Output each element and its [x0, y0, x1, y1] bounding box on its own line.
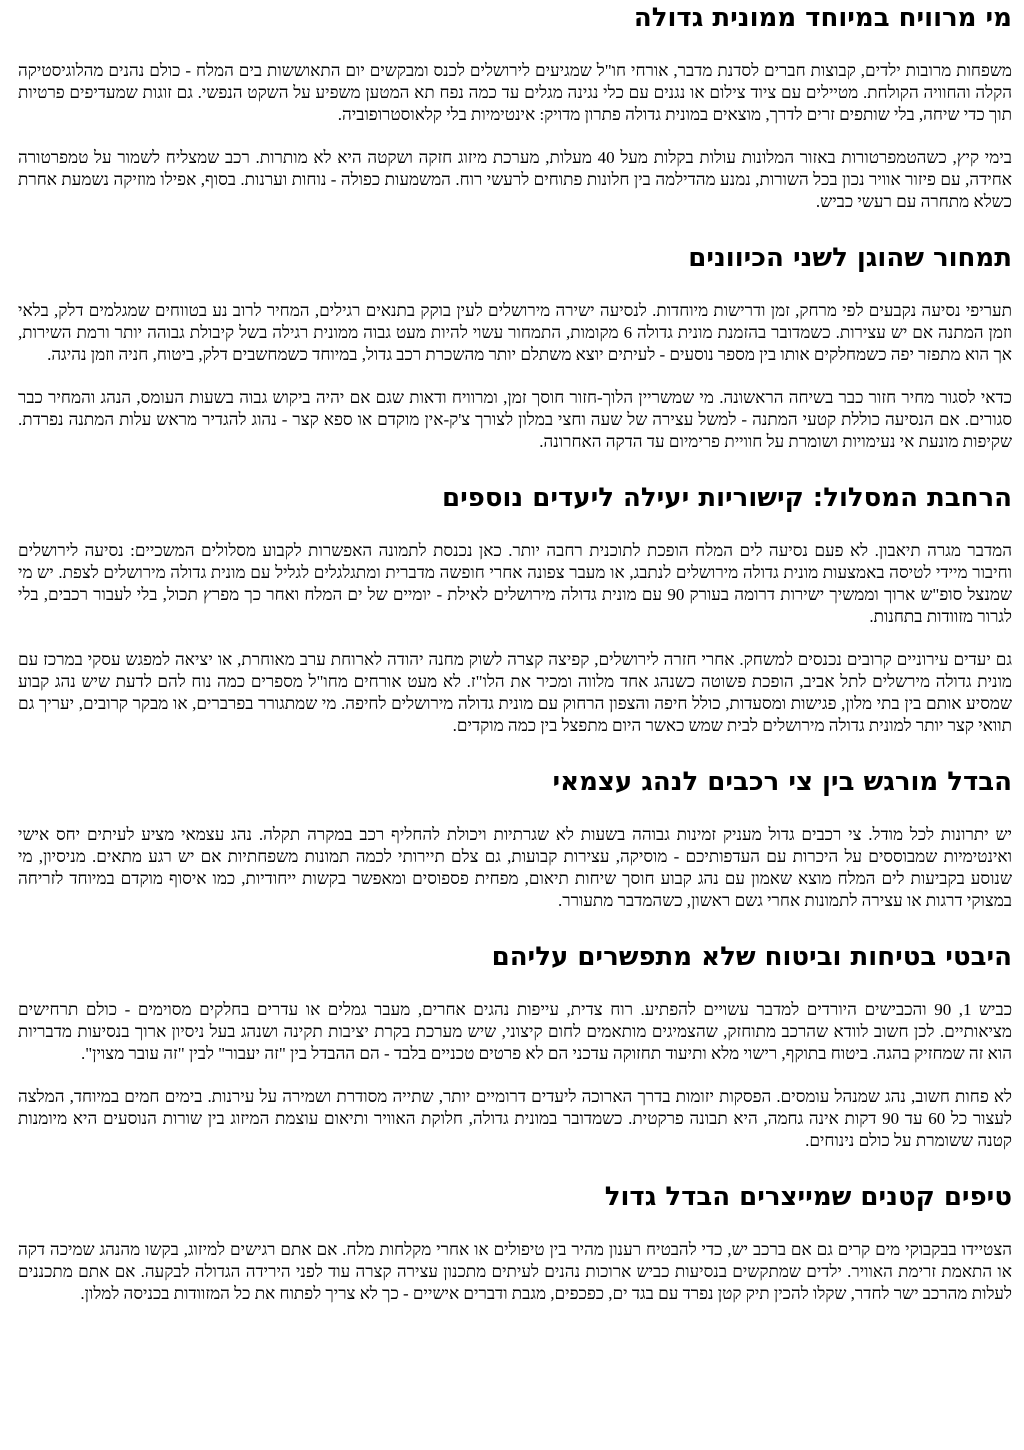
section-route-extension — [18, 482, 1012, 737]
section-large-taxi-beneficiaries — [18, 2, 1012, 213]
section-fleet-vs-independent — [18, 766, 1012, 912]
section-small-tips — [18, 1181, 1012, 1305]
paragraph: כדאי לסגור מחיר חזור כבר בשיחה הראשונה. מי שמשריין הלוך-חזור חוסך זמן, ומרוויח ודאות שגם אם יהיה ביקוש גבוה בשעות העומס, הנהג והמחיר כבר סגורים. אם הנסיעה כוללת קטעי המתנה - למשל עצירה של שעה וחצי במלון לצורך צ'ק-אין מוקדם או ספא קצר - נהוג להגדיר מראש עלות המתנה נפרדת. שקיפות מונעת אי נעימויות ושומרת על חוויית פרימיום עד הדקה האחרונה. — [18, 388, 1012, 451]
paragraph: בימי קיץ, כשהטמפרטורות באזור המלונות עולות בקלות מעל 40 מעלות, מערכת מיזוג חזקה ושקטה היא לא מותרות. רכב שמצליח לשמור על טמפרטורה אחידה, עם פיזור אוויר נכון בכל השורות, נמנע מהדילמה בין חלונות פתוחים לרעשי רוח. המשמעות כפולה - נוחות וערנות. בסוף, אפילו מוזיקה נשמעת אחרת כשלא מתחרה עם רעשי כביש. — [18, 148, 1012, 211]
paragraph: תעריפי נסיעה נקבעים לפי מרחק, זמן ודרישות מיוחדות. לנסיעה ישירה מירושלים לעין בוקק בתנאים רגילים, המחיר לרוב נע בטווחים שמגלמים דלק, בלאי וזמן המתנה אם יש עצירות. כשמדובר בהזמנת מונית גדולה 6 מקומות, התמחור עשוי להיות מעט גבוה ממונית רגילה בשל קיבולת גבוהה יותר ורמת השירות, אך הוא מתפזר יפה כשמחלקים אותו בין מספר נוסעים - לעיתים יוצא משתלם יותר מהשכרת רכב גדול, במיוחד כשמחשבים דלק, ביטוח, חניה וזמן נהיגה. — [18, 301, 1012, 364]
section-heading: הרחבת המסלול: קישוריות יעילה ליעדים נוספים — [441, 483, 1012, 513]
paragraph: כביש 1, 90 והכבישים היורדים למדבר עשויים להפתיע. רוח צדית, עייפות נהגים אחרים, מעבר גמלים או עדרים בחלקים מסוימים - כולם תרחישים מציאותיים. לכן חשוב לוודא שהרכב מתוחזק, שהצמיגים מותאמים לחום קיצוני, שיש מערכת בקרת יציבות תקינה ושנהג בעל ניסיון ארוך בנסיעות מדבריות הוא זה שמחזיק בהגה. ביטוח בתוקף, רישוי מלא ותיעוד תחזוקה עדכני הם לא פרטים טכניים בלבד - הם ההבדל בין "זה יעבור" לבין "זה עובר מצוין". — [18, 1000, 1013, 1063]
paragraph: לא פחות חשוב, נהג שמנהל עומסים. הפסקות יזומות בדרך הארוכה ליעדים דרומיים יותר, שתייה מסודרת ושמירה על עירנות. בימים חמים במיוחד, המלצה לעצור כל 60 עד 90 דקות אינה גחמה, היא תבונה פרקטית. כשמדובר במונית גדולה, חלוקת האוויר ותיאום עוצמת המיזוג בין שורות הנוסעים היא מיומנות קטנה ששומרת על כולם נינוחים. — [18, 1087, 1012, 1150]
paragraph: יש יתרונות לכל מודל. צי רכבים גדול מעניק זמינות גבוהה בשעות לא שגרתיות ויכולת להחליף רכב במקרה תקלה. נהג עצמאי מציע לעיתים יחס אישי ואינטימיות שמבוססים על היכרות עם העדפותיכם - מוסיקה, עצירות קבועות, גם צלם תיירותי לכמה תמונות משפחתיות אם יש רגע מתאים. מניסיון, מי שנוסע בקביעות לים המלח מוצא שאמון עם נהג קבוע חוסך שיחות תיאום, מפחית פספוסים ומאפשר בקשות ייחודיות, כמו איסוף מוקדם במיוחד לזריחה במצוקי דרגות או עצירה לתמונות אחרי גשם ראשון, כשהמדבר מתעורר. — [18, 825, 1012, 910]
paragraph: המדבר מגרה תיאבון. לא פעם נסיעה לים המלח הופכת לתוכנית רחבה יותר. כאן נכנסת לתמונה האפשרות לקבוע מסלולים המשכיים: נסיעה לירושלים וחיבור מיידי לטיסה באמצעות מונית גדולה מירושלים לנתבג, או מעבר צפונה אחרי חופשה מדברית ומתגלגלים לגליל עם מונית גדולה מירושלים לצפת. יש מי שמנצל סופ"ש ארוך וממשיך ישירות דרומה בעורק 90 עם מונית גדולה מירושלים לאילת - יומיים של ים המלח ואחר כך מפרץ תכול, בלי לעבור רכבים, בלי לגרור מזוודות בתחנות. — [18, 541, 1012, 626]
section-heading: היבטי בטיחות וביטוח שלא מתפשרים עליהם — [491, 942, 1012, 972]
article — [0, 2, 1024, 1305]
paragraph: משפחות מרובות ילדים, קבוצות חברים לסדנת מדבר, אורחי חו"ל שמגיעים לירושלים לכנס ומבקשים יום התאוששות בים המלח - כולם נהנים מהלוגיסטיקה הקלה והחוויה הקולחת. מטיילים עם ציוד צילום או נגנים עם כלי נגינה מגלים עד כמה נפח תא המטען משפיע על השקט הנפשי. גם זוגות שמעדיפים פרטיות תוך כדי שיחה, בלי שותפים זרים לדרך, מוצאים במונית גדולה פתרון מדויק: אינטימיות בלי קלאוסטרופוביה. — [18, 61, 1012, 124]
paragraph: הצטיידו בבקבוקי מים קרים גם אם ברכב יש, כדי להבטיח רענון מהיר בין טיפולים או אחרי מקלחות מלח. אם אתם רגישים למיזוג, בקשו מהנהג שמיכה דקה או התאמת זרימת האוויר. ילדים שמתקשים בנסיעות כביש ארוכות נהנים לעיתים מתכנון עצירה קצרה עוד לפני הירידה הגדולה לבקעה. אם אתם מתכננים לעלות מהרכב ישר לחדר, שקלו להכין תיק קטן נפרד עם בגד ים, כפכפים, מגבת ודברים אישיים - כך לא צריך לפתוח את כל המזוודות בכניסה למלון. — [18, 1240, 1012, 1303]
section-heading: טיפים קטנים שמייצרים הבדל גדול — [604, 1182, 1012, 1212]
section-fair-pricing — [18, 242, 1012, 453]
paragraph: גם יעדים עירוניים קרובים נכנסים למשחק. אחרי חזרה לירושלים, קפיצה קצרה לשוק מחנה יהודה לארוחת ערב מאוחרת, או יציאה למפגש עסקי במרכז עם מונית גדולה מירשלים לתל אביב, הופכת פשוטה כשנהג אחד מלווה ומכיר את הלו"ז. לא מעט אורחים מחו"ל מספרים כמה נוח להם לדעת שיש נהג קבוע שמסיע אותם בין בתי מלון, פגישות ומסעדות, כולל חיפה והצפון הרחוק עם מונית גדולה מירושלים לחיפה. מי שמתגורר בפרברים, או מבקר קרובים, יעריך גם תוואי קצר יותר למונית גדולה מירושלים לבית שמש כאשר היום מתפצל בין כמה מוקדים. — [18, 650, 1012, 735]
section-heading: הבדל מורגש בין צי רכבים לנהג עצמאי — [552, 767, 1012, 797]
section-heading: מי מרוויח במיוחד ממונית גדולה — [633, 3, 1012, 33]
section-heading: תמחור שהוגן לשני הכיוונים — [688, 243, 1012, 273]
section-safety-insurance — [18, 941, 1012, 1152]
